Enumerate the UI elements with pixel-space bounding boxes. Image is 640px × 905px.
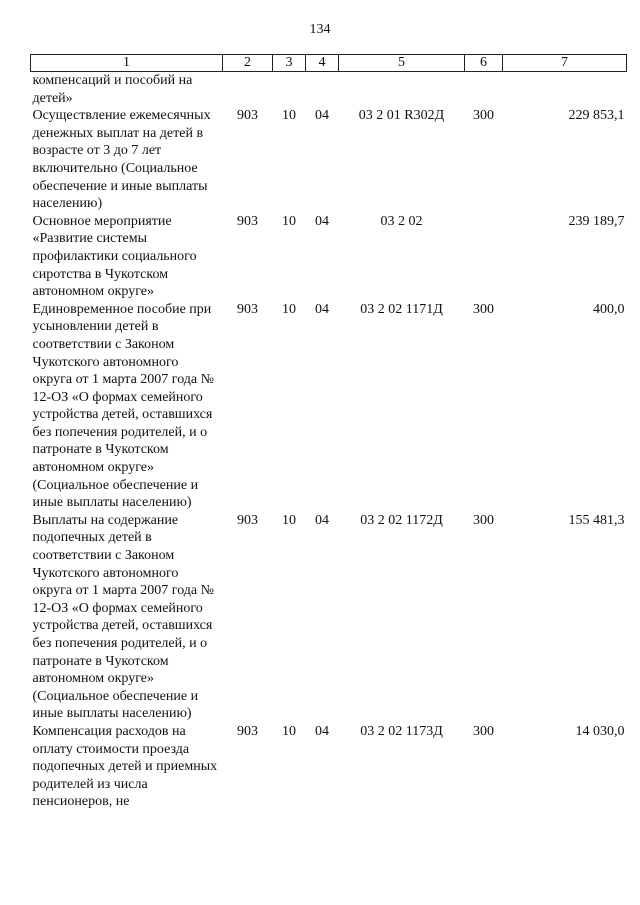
row-amount (503, 72, 627, 108)
col-header-1: 1 (31, 55, 223, 72)
row-subsection-code: 04 (315, 108, 329, 124)
page-number: 134 (309, 22, 331, 37)
col-header-3: 3 (273, 55, 306, 72)
row-name: компенсаций и пособий на детей» (32, 73, 193, 106)
row-expense-type (465, 72, 503, 108)
row-ministry-code: 903 (237, 723, 258, 739)
row-name: Единовременное пособие при усыновлении детей в соответствии с Законом Чукотского автономного округа от 1 марта 2007 года № 12-ОЗ «О формах семейного устройства детей, оставшихся без попечения родителей, и о патронате в Чукотском автономном округе» (Социальное обеспечение и иные выплаты населению) (32, 301, 214, 511)
table-row (31, 107, 627, 213)
row-section-code: 10 (282, 723, 296, 739)
row-target-article (339, 72, 465, 108)
row-amount: 155 481,3 (568, 512, 625, 528)
budget-table (30, 54, 627, 811)
row-expense-type (465, 213, 503, 301)
row-section-code (273, 72, 306, 108)
col-header-5: 5 (339, 55, 465, 72)
row-ministry-code: 903 (237, 512, 258, 528)
row-target-article: 03 2 02 1172Д (360, 512, 443, 528)
row-name: Основное мероприятие «Развитие системы профилактики социального сиротства в Чукотском автономном округе» (32, 213, 197, 300)
row-expense-type: 300 (473, 108, 494, 124)
row-ministry-code: 903 (237, 213, 258, 229)
row-ministry-code (223, 72, 273, 108)
row-expense-type: 300 (473, 723, 494, 739)
row-amount: 14 030,0 (575, 723, 625, 739)
table-row (31, 72, 627, 108)
row-ministry-code: 903 (237, 108, 258, 124)
row-expense-type: 300 (473, 512, 494, 528)
row-subsection-code (306, 72, 339, 108)
table-row (31, 301, 627, 512)
row-subsection-code: 04 (315, 512, 329, 528)
col-header-6: 6 (465, 55, 503, 72)
row-section-code: 10 (282, 512, 296, 528)
col-header-4: 4 (306, 55, 339, 72)
row-ministry-code: 903 (237, 301, 258, 317)
row-amount: 400,0 (593, 301, 625, 317)
row-name: Осуществление ежемесячных денежных выплат на детей в возрасте от 3 до 7 лет включительно (Социальное обеспечение и иные выплаты населению) (32, 108, 211, 212)
row-subsection-code: 04 (315, 213, 329, 229)
col-header-7: 7 (503, 55, 627, 72)
row-target-article: 03 2 02 1173Д (360, 723, 443, 739)
row-name: Выплаты на содержание подопечных детей в соответствии с Законом Чукотского автономного округа от 1 марта 2007 года № 12-ОЗ «О формах семейного устройства детей, оставшихся без попечения родителей, и о патронате в Чукотском автономном округе» (Социальное обеспечение и иные выплаты населению) (32, 512, 214, 722)
row-target-article: 03 2 02 1171Д (360, 301, 443, 317)
col-header-2: 2 (223, 55, 273, 72)
row-name: Компенсация расходов на оплату стоимости проезда подопечных детей и приемных родителей из числа пенсионеров, не (32, 723, 218, 810)
table-row (31, 723, 627, 811)
table-row (31, 512, 627, 723)
row-section-code: 10 (282, 213, 296, 229)
row-amount: 229 853,1 (568, 108, 625, 124)
row-target-article: 03 2 02 (380, 213, 423, 229)
header-row (31, 55, 627, 72)
row-section-code: 10 (282, 301, 296, 317)
row-section-code: 10 (282, 108, 296, 124)
row-subsection-code: 04 (315, 301, 329, 317)
row-amount: 239 189,7 (568, 213, 625, 229)
row-subsection-code: 04 (315, 723, 329, 739)
row-expense-type: 300 (473, 301, 494, 317)
row-target-article: 03 2 01 R302Д (358, 108, 445, 124)
table-row (31, 213, 627, 301)
